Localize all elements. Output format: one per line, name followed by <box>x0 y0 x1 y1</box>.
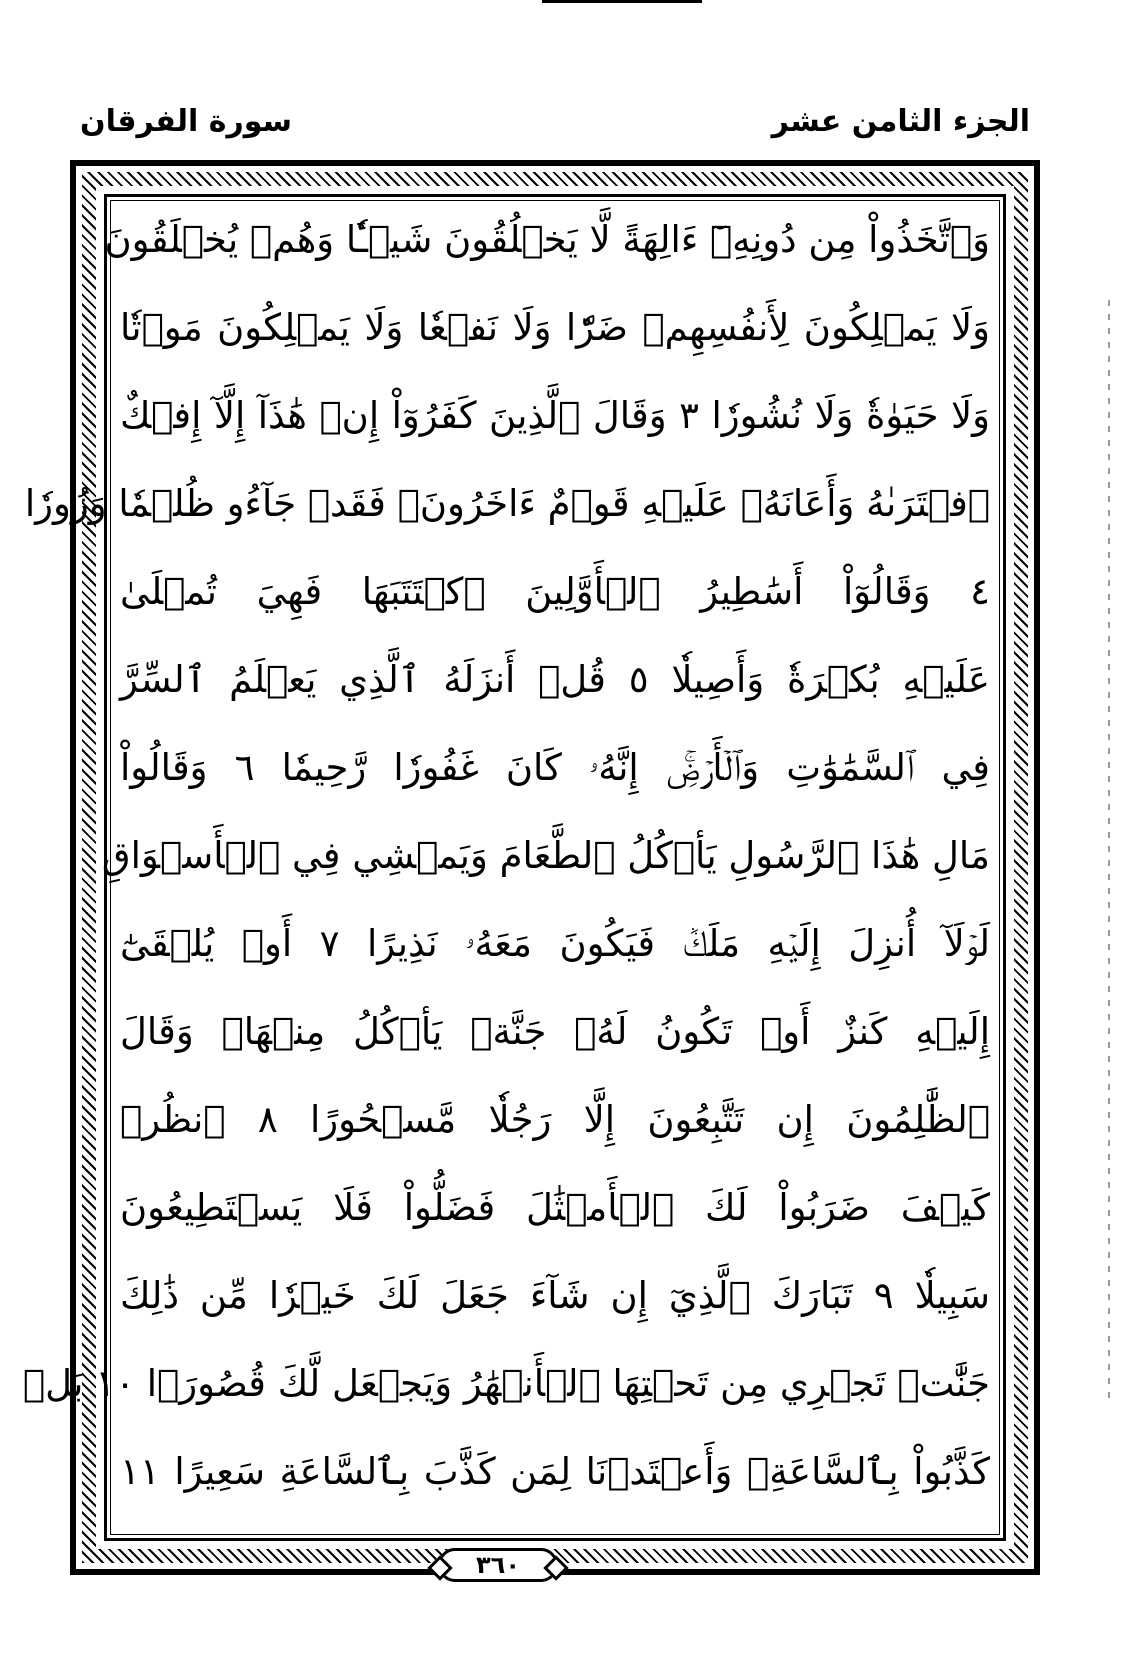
text-line-4: ٱفۡتَرَىٰهُ وَأَعَانَهُۥ عَلَيۡهِ قَوۡمٌ ءَاخَرُونَۖ فَقَدۡ جَآءُو ظُلۡمٗا وَزُورٗا <box>24 482 990 525</box>
text-line-6: عَلَيۡهِ بُكۡرَةٗ وَأَصِيلٗا ٥ قُلۡ أَنزَلَهُ ٱلَّذِي يَعۡلَمُ ٱلسِّرَّ <box>120 658 990 701</box>
text-line-11: ٱلظَّٰلِمُونَ إِن تَتَّبِعُونَ إِلَّا رَجُلٗا مَّسۡحُورًا ٨ ٱنظُرۡ <box>120 1098 990 1141</box>
text-line-2: وَلَا يَمۡلِكُونَ لِأَنفُسِهِمۡ ضَرّٗا وَلَا نَفۡعٗا وَلَا يَمۡلِكُونَ مَوۡتٗا <box>120 306 990 349</box>
text-line-5: ٤ وَقَالُوٓاْ أَسَٰطِيرُ ٱلۡأَوَّلِينَ ٱكۡتَتَبَهَا فَهِيَ تُمۡلَىٰ <box>120 570 990 613</box>
text-line-12: كَيۡفَ ضَرَبُواْ لَكَ ٱلۡأَمۡثَٰلَ فَضَلُّواْ فَلَا يَسۡتَطِيعُونَ <box>120 1186 990 1229</box>
text-line-7: فِي ٱلسَّمَٰوَٰتِ وَٱلۡأَرۡضِۚ إِنَّهُۥ كَانَ غَفُورٗا رَّحِيمٗا ٦ وَقَالُواْ <box>120 746 990 789</box>
surah-title: سورة الفرقان <box>80 104 293 139</box>
page-header <box>70 100 1040 150</box>
verse-text-block <box>22 205 990 1525</box>
binding-edge-marks <box>1108 300 1110 1400</box>
text-line-3: وَلَا حَيَوٰةٗ وَلَا نُشُورٗا ٣ وَقَالَ ٱلَّذِينَ كَفَرُوٓاْ إِنۡ هَٰذَآ إِلَّآ إِفۡكٌ <box>120 394 990 437</box>
page-number: ٣٦٠ <box>438 1548 558 1582</box>
juz-title: الجزء الثامن عشر <box>771 104 1030 139</box>
text-line-8: مَالِ هَٰذَا ٱلرَّسُولِ يَأۡكُلُ ٱلطَّعَامَ وَيَمۡشِي فِي ٱلۡأَسۡوَاقِ <box>101 834 990 877</box>
text-line-1: وَٱتَّخَذُواْ مِن دُونِهِۦٓ ءَالِهَةً لَّا يَخۡلُقُونَ شَيۡـٔٗا وَهُمۡ يُخۡلَقُونَ <box>104 218 990 261</box>
text-line-14: جَنَّٰتٖ تَجۡرِي مِن تَحۡتِهَا ٱلۡأَنۡهَٰرُ وَيَجۡعَل لَّكَ قُصُورَۢا ١٠ بَلۡ <box>22 1362 990 1405</box>
text-line-10: إِلَيۡهِ كَنزٌ أَوۡ تَكُونُ لَهُۥ جَنَّةٞ يَأۡكُلُ مِنۡهَاۚ وَقَالَ <box>120 1010 990 1053</box>
text-line-13: سَبِيلٗا ٩ تَبَارَكَ ٱلَّذِيٓ إِن شَآءَ جَعَلَ لَكَ خَيۡرٗا مِّن ذَٰلِكَ <box>120 1274 990 1317</box>
text-line-15: كَذَّبُواْ بِٱلسَّاعَةِۖ وَأَعۡتَدۡنَا لِمَن كَذَّبَ بِٱلسَّاعَةِ سَعِيرًا ١١ <box>120 1450 990 1493</box>
text-line-9: لَوۡلَآ أُنزِلَ إِلَيۡهِ مَلَكٞ فَيَكُونَ مَعَهُۥ نَذِيرًا ٧ أَوۡ يُلۡقَىٰٓ <box>120 922 990 965</box>
top-rule <box>542 0 702 3</box>
